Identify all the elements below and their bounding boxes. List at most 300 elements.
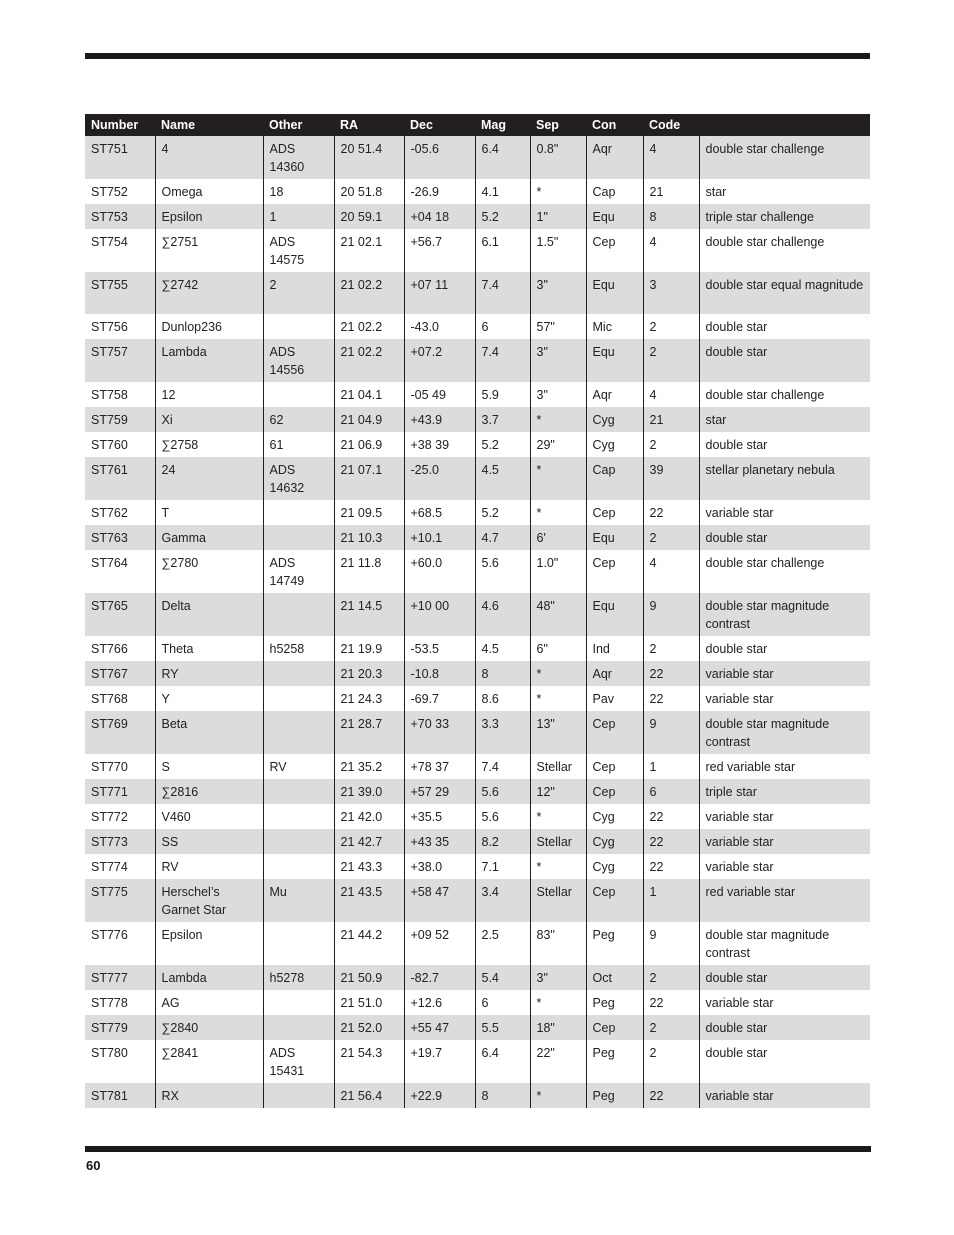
table-row — [85, 1083, 870, 1108]
cell-sep: * — [530, 854, 586, 879]
cell-ra: 20 51.4 — [334, 136, 404, 179]
cell-ra: 21 14.5 — [334, 593, 404, 636]
cell-ra: 20 51.8 — [334, 179, 404, 204]
cell-mag: 7.1 — [475, 854, 530, 879]
cell-dec: +78 37 — [404, 754, 475, 779]
cell-number: ST766 — [85, 636, 155, 661]
cell-con: Ind — [586, 636, 643, 661]
cell-name: Omega — [155, 179, 263, 204]
table-row — [85, 593, 870, 636]
cell-con: Pav — [586, 686, 643, 711]
cell-number: ST768 — [85, 686, 155, 711]
cell-dec: +07.2 — [404, 339, 475, 382]
cell-name: ∑2751 — [155, 229, 263, 272]
cell-con: Aqr — [586, 382, 643, 407]
cell-name: T — [155, 500, 263, 525]
cell-other — [263, 804, 334, 829]
cell-other: 1 — [263, 204, 334, 229]
cell-ra: 21 09.5 — [334, 500, 404, 525]
cell-sep: 18" — [530, 1015, 586, 1040]
cell-sep: 3" — [530, 965, 586, 990]
cell-sep: 13" — [530, 711, 586, 754]
header-name: Name — [155, 114, 263, 136]
cell-sep: 3" — [530, 339, 586, 382]
table-row — [85, 550, 870, 593]
table-row — [85, 711, 870, 754]
table-row — [85, 204, 870, 229]
cell-sep: * — [530, 457, 586, 500]
cell-desc: double star — [699, 314, 870, 339]
table-row — [85, 965, 870, 990]
cell-sep: * — [530, 179, 586, 204]
cell-con: Peg — [586, 1083, 643, 1108]
cell-con: Equ — [586, 204, 643, 229]
cell-desc: variable star — [699, 990, 870, 1015]
cell-code: 22 — [643, 990, 699, 1015]
header-code: Code — [643, 114, 699, 136]
table-row — [85, 879, 870, 922]
cell-other: Mu — [263, 879, 334, 922]
cell-mag: 3.7 — [475, 407, 530, 432]
cell-ra: 21 02.2 — [334, 339, 404, 382]
cell-code: 22 — [643, 854, 699, 879]
cell-desc: variable star — [699, 1083, 870, 1108]
cell-dec: +70 33 — [404, 711, 475, 754]
table-row — [85, 990, 870, 1015]
cell-ra: 21 07.1 — [334, 457, 404, 500]
cell-mag: 2.5 — [475, 922, 530, 965]
cell-name: V460 — [155, 804, 263, 829]
cell-sep: * — [530, 686, 586, 711]
cell-ra: 21 56.4 — [334, 1083, 404, 1108]
cell-ra: 21 11.8 — [334, 550, 404, 593]
table-row — [85, 1040, 870, 1083]
table-row — [85, 229, 870, 272]
table-row — [85, 661, 870, 686]
cell-name: Beta — [155, 711, 263, 754]
cell-mag: 5.2 — [475, 432, 530, 457]
cell-mag: 6.4 — [475, 136, 530, 179]
cell-other: 62 — [263, 407, 334, 432]
cell-sep: 57" — [530, 314, 586, 339]
cell-dec: +58 47 — [404, 879, 475, 922]
table-row — [85, 382, 870, 407]
cell-dec: +09 52 — [404, 922, 475, 965]
cell-other: 61 — [263, 432, 334, 457]
cell-number: ST771 — [85, 779, 155, 804]
cell-ra: 21 44.2 — [334, 922, 404, 965]
header-dec: Dec — [404, 114, 475, 136]
cell-con: Cyg — [586, 804, 643, 829]
cell-con: Cep — [586, 550, 643, 593]
cell-code: 2 — [643, 432, 699, 457]
cell-ra: 21 35.2 — [334, 754, 404, 779]
cell-name: ∑2780 — [155, 550, 263, 593]
cell-code: 4 — [643, 136, 699, 179]
cell-number: ST758 — [85, 382, 155, 407]
cell-con: Peg — [586, 990, 643, 1015]
cell-ra: 21 52.0 — [334, 1015, 404, 1040]
cell-code: 4 — [643, 382, 699, 407]
cell-con: Equ — [586, 272, 643, 314]
cell-mag: 6 — [475, 990, 530, 1015]
cell-dec: -05.6 — [404, 136, 475, 179]
header-sep: Sep — [530, 114, 586, 136]
table-row — [85, 314, 870, 339]
cell-name: SS — [155, 829, 263, 854]
cell-other — [263, 661, 334, 686]
cell-con: Cyg — [586, 829, 643, 854]
cell-code: 9 — [643, 593, 699, 636]
table-row — [85, 457, 870, 500]
cell-code: 9 — [643, 711, 699, 754]
cell-sep: 48" — [530, 593, 586, 636]
header-description — [699, 114, 870, 136]
cell-code: 21 — [643, 407, 699, 432]
cell-number: ST775 — [85, 879, 155, 922]
cell-dec: +35.5 — [404, 804, 475, 829]
cell-name: Herschel’s Garnet Star — [155, 879, 263, 922]
cell-code: 22 — [643, 686, 699, 711]
cell-dec: -05 49 — [404, 382, 475, 407]
cell-number: ST769 — [85, 711, 155, 754]
cell-con: Cep — [586, 711, 643, 754]
cell-other: ADS 14575 — [263, 229, 334, 272]
cell-number: ST751 — [85, 136, 155, 179]
table-row — [85, 432, 870, 457]
cell-other — [263, 1015, 334, 1040]
header-other: Other — [263, 114, 334, 136]
cell-other: RV — [263, 754, 334, 779]
cell-ra: 21 20.3 — [334, 661, 404, 686]
cell-other — [263, 1083, 334, 1108]
cell-name: RY — [155, 661, 263, 686]
cell-name: 4 — [155, 136, 263, 179]
cell-code: 2 — [643, 1015, 699, 1040]
cell-dec: +57 29 — [404, 779, 475, 804]
cell-con: Cap — [586, 457, 643, 500]
cell-mag: 5.2 — [475, 204, 530, 229]
cell-dec: +43.9 — [404, 407, 475, 432]
cell-desc: double star challenge — [699, 136, 870, 179]
cell-ra: 21 51.0 — [334, 990, 404, 1015]
star-catalog-table — [85, 114, 870, 1108]
cell-mag: 8.6 — [475, 686, 530, 711]
cell-ra: 21 02.2 — [334, 314, 404, 339]
cell-mag: 8 — [475, 1083, 530, 1108]
cell-name: Y — [155, 686, 263, 711]
cell-name: Theta — [155, 636, 263, 661]
cell-other: h5258 — [263, 636, 334, 661]
cell-desc: double star challenge — [699, 382, 870, 407]
cell-mag: 8.2 — [475, 829, 530, 854]
cell-ra: 21 04.9 — [334, 407, 404, 432]
cell-name: RX — [155, 1083, 263, 1108]
cell-con: Cyg — [586, 407, 643, 432]
bottom-rule — [85, 1146, 871, 1152]
cell-code: 2 — [643, 314, 699, 339]
cell-ra: 21 50.9 — [334, 965, 404, 990]
cell-other: ADS 14556 — [263, 339, 334, 382]
cell-other — [263, 500, 334, 525]
cell-dec: -10.8 — [404, 661, 475, 686]
cell-sep: 6" — [530, 636, 586, 661]
cell-ra: 21 06.9 — [334, 432, 404, 457]
cell-desc: star — [699, 179, 870, 204]
cell-name: Delta — [155, 593, 263, 636]
table-row — [85, 500, 870, 525]
cell-con: Peg — [586, 1040, 643, 1083]
cell-mag: 5.6 — [475, 779, 530, 804]
cell-number: ST772 — [85, 804, 155, 829]
cell-dec: +04 18 — [404, 204, 475, 229]
cell-mag: 7.4 — [475, 272, 530, 314]
table-row — [85, 854, 870, 879]
cell-sep: * — [530, 990, 586, 1015]
cell-number: ST776 — [85, 922, 155, 965]
cell-dec: -53.5 — [404, 636, 475, 661]
cell-number: ST753 — [85, 204, 155, 229]
cell-code: 9 — [643, 922, 699, 965]
cell-dec: +19.7 — [404, 1040, 475, 1083]
cell-mag: 5.9 — [475, 382, 530, 407]
cell-sep: 12" — [530, 779, 586, 804]
cell-other — [263, 711, 334, 754]
cell-code: 1 — [643, 879, 699, 922]
cell-sep: 83" — [530, 922, 586, 965]
cell-mag: 4.5 — [475, 636, 530, 661]
table-row — [85, 636, 870, 661]
cell-other — [263, 829, 334, 854]
cell-desc: double star — [699, 1015, 870, 1040]
cell-name: RV — [155, 854, 263, 879]
cell-sep: * — [530, 407, 586, 432]
cell-number: ST773 — [85, 829, 155, 854]
cell-ra: 21 54.3 — [334, 1040, 404, 1083]
cell-number: ST762 — [85, 500, 155, 525]
cell-desc: double star magnitude contrast — [699, 593, 870, 636]
cell-dec: -43.0 — [404, 314, 475, 339]
cell-ra: 21 43.3 — [334, 854, 404, 879]
cell-con: Equ — [586, 339, 643, 382]
cell-desc: double star magnitude contrast — [699, 711, 870, 754]
cell-con: Cyg — [586, 854, 643, 879]
cell-other — [263, 922, 334, 965]
table-row — [85, 1015, 870, 1040]
cell-desc: variable star — [699, 500, 870, 525]
table-row — [85, 179, 870, 204]
cell-other: ADS 14749 — [263, 550, 334, 593]
cell-ra: 21 02.1 — [334, 229, 404, 272]
cell-sep: 1.5" — [530, 229, 586, 272]
cell-other — [263, 779, 334, 804]
cell-mag: 6 — [475, 314, 530, 339]
cell-ra: 21 04.1 — [334, 382, 404, 407]
cell-mag: 6.4 — [475, 1040, 530, 1083]
header-ra: RA — [334, 114, 404, 136]
table-row — [85, 136, 870, 179]
cell-code: 4 — [643, 229, 699, 272]
table-row — [85, 829, 870, 854]
cell-name: ∑2742 — [155, 272, 263, 314]
cell-other — [263, 382, 334, 407]
cell-desc: variable star — [699, 854, 870, 879]
cell-ra: 21 19.9 — [334, 636, 404, 661]
cell-code: 2 — [643, 525, 699, 550]
cell-desc: variable star — [699, 804, 870, 829]
cell-sep: * — [530, 804, 586, 829]
cell-other: h5278 — [263, 965, 334, 990]
cell-mag: 5.6 — [475, 550, 530, 593]
cell-code: 39 — [643, 457, 699, 500]
cell-number: ST763 — [85, 525, 155, 550]
cell-con: Aqr — [586, 661, 643, 686]
cell-code: 8 — [643, 204, 699, 229]
cell-number: ST767 — [85, 661, 155, 686]
table-row — [85, 525, 870, 550]
cell-con: Peg — [586, 922, 643, 965]
cell-code: 22 — [643, 804, 699, 829]
cell-desc: variable star — [699, 686, 870, 711]
cell-ra: 21 10.3 — [334, 525, 404, 550]
cell-desc: variable star — [699, 829, 870, 854]
cell-name: ∑2816 — [155, 779, 263, 804]
cell-number: ST764 — [85, 550, 155, 593]
table-row — [85, 779, 870, 804]
cell-ra: 21 28.7 — [334, 711, 404, 754]
cell-desc: double star — [699, 965, 870, 990]
cell-desc: variable star — [699, 661, 870, 686]
cell-number: ST757 — [85, 339, 155, 382]
cell-name: S — [155, 754, 263, 779]
cell-mag: 7.4 — [475, 339, 530, 382]
cell-code: 6 — [643, 779, 699, 804]
table-row — [85, 339, 870, 382]
cell-desc: triple star — [699, 779, 870, 804]
cell-code: 2 — [643, 339, 699, 382]
cell-code: 22 — [643, 661, 699, 686]
cell-name: AG — [155, 990, 263, 1015]
cell-con: Cep — [586, 500, 643, 525]
cell-con: Equ — [586, 593, 643, 636]
top-rule — [85, 53, 870, 59]
header-mag: Mag — [475, 114, 530, 136]
cell-number: ST756 — [85, 314, 155, 339]
cell-mag: 5.6 — [475, 804, 530, 829]
cell-sep: * — [530, 1083, 586, 1108]
cell-other — [263, 593, 334, 636]
cell-sep: Stellar — [530, 829, 586, 854]
cell-number: ST759 — [85, 407, 155, 432]
cell-con: Aqr — [586, 136, 643, 179]
cell-con: Cep — [586, 879, 643, 922]
cell-code: 4 — [643, 550, 699, 593]
cell-other — [263, 686, 334, 711]
cell-mag: 6.1 — [475, 229, 530, 272]
cell-name: Epsilon — [155, 204, 263, 229]
cell-mag: 5.2 — [475, 500, 530, 525]
cell-other — [263, 854, 334, 879]
cell-number: ST778 — [85, 990, 155, 1015]
cell-con: Cep — [586, 779, 643, 804]
cell-dec: +56.7 — [404, 229, 475, 272]
cell-sep: 0.8" — [530, 136, 586, 179]
cell-desc: double star — [699, 636, 870, 661]
cell-mag: 3.3 — [475, 711, 530, 754]
cell-mag: 4.6 — [475, 593, 530, 636]
cell-name: ∑2841 — [155, 1040, 263, 1083]
cell-dec: -25.0 — [404, 457, 475, 500]
table-row — [85, 754, 870, 779]
table-row — [85, 686, 870, 711]
cell-mag: 4.1 — [475, 179, 530, 204]
cell-other: ADS 14632 — [263, 457, 334, 500]
cell-name: Lambda — [155, 339, 263, 382]
cell-code: 22 — [643, 1083, 699, 1108]
cell-code: 1 — [643, 754, 699, 779]
cell-name: Gamma — [155, 525, 263, 550]
cell-dec: +68.5 — [404, 500, 475, 525]
cell-other — [263, 314, 334, 339]
cell-other: ADS 14360 — [263, 136, 334, 179]
cell-number: ST752 — [85, 179, 155, 204]
cell-sep: 3" — [530, 272, 586, 314]
cell-mag: 4.5 — [475, 457, 530, 500]
cell-code: 2 — [643, 636, 699, 661]
cell-ra: 21 02.2 — [334, 272, 404, 314]
cell-con: Mic — [586, 314, 643, 339]
cell-desc: double star magnitude contrast — [699, 922, 870, 965]
cell-sep: 29" — [530, 432, 586, 457]
table-row — [85, 272, 870, 314]
cell-number: ST781 — [85, 1083, 155, 1108]
cell-con: Oct — [586, 965, 643, 990]
cell-desc: double star — [699, 1040, 870, 1083]
table-row — [85, 922, 870, 965]
cell-sep: * — [530, 661, 586, 686]
cell-desc: double star challenge — [699, 229, 870, 272]
cell-mag: 5.4 — [475, 965, 530, 990]
cell-desc: double star — [699, 339, 870, 382]
cell-dec: +60.0 — [404, 550, 475, 593]
cell-name: ∑2758 — [155, 432, 263, 457]
cell-dec: +55 47 — [404, 1015, 475, 1040]
cell-dec: +43 35 — [404, 829, 475, 854]
cell-con: Equ — [586, 525, 643, 550]
cell-name: Xi — [155, 407, 263, 432]
cell-ra: 21 43.5 — [334, 879, 404, 922]
cell-desc: red variable star — [699, 879, 870, 922]
cell-ra: 21 24.3 — [334, 686, 404, 711]
cell-desc: star — [699, 407, 870, 432]
cell-name: 12 — [155, 382, 263, 407]
cell-number: ST765 — [85, 593, 155, 636]
page-number: 60 — [86, 1158, 101, 1173]
cell-number: ST755 — [85, 272, 155, 314]
cell-dec: +38 39 — [404, 432, 475, 457]
cell-name: ∑2840 — [155, 1015, 263, 1040]
cell-dec: +10.1 — [404, 525, 475, 550]
cell-sep: 1.0" — [530, 550, 586, 593]
cell-ra: 20 59.1 — [334, 204, 404, 229]
cell-code: 2 — [643, 965, 699, 990]
cell-mag: 7.4 — [475, 754, 530, 779]
cell-sep: 1" — [530, 204, 586, 229]
cell-desc: double star challenge — [699, 550, 870, 593]
cell-desc: double star — [699, 525, 870, 550]
cell-sep: 3" — [530, 382, 586, 407]
cell-mag: 5.5 — [475, 1015, 530, 1040]
